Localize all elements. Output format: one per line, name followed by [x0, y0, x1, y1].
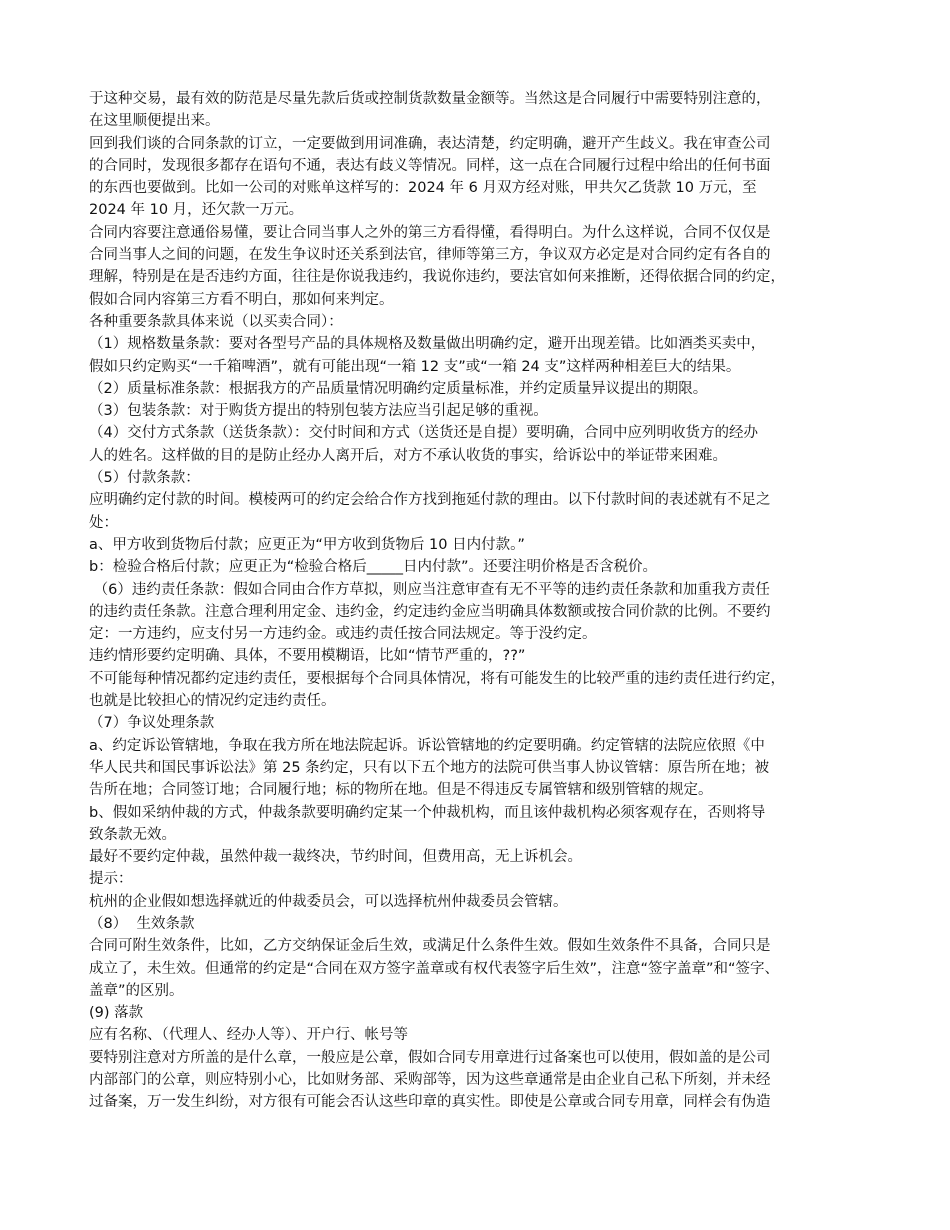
text-line: 于这种交易，最有效的防范是尽量先款后货或控制货款数量金额等。当然这是合同履行中需要特别注意的，	[89, 91, 771, 107]
text-line: a、甲方收到货物后付款；应更正为“甲方收到货物后 10 日内付款。”	[89, 536, 525, 553]
text-line: 定：一方违约，应支付另一方违约金。或违约责任按合同法规定。等于没约定。	[89, 626, 597, 643]
text-line: （4）交付方式条款（送货条款）：交付时间和方式（送货还是自提）要明确，合同中应列明收货方的经办	[89, 425, 758, 442]
text-line: 致条款无效。	[89, 826, 176, 843]
text-line: b、假如采纳仲裁的方式，仲裁条款要明确约定某一个仲裁机构，而且该仲裁机构必须客观存在，否则将导	[89, 804, 766, 821]
text-line: 合同内容要注意通俗易懂，要让合同当事人之外的第三方看得懂，看得明白。为什么这样说，合同不仅仅是	[89, 224, 771, 241]
text-line: 要特别注意对方所盖的是什么章，一般应是公章，假如合同专用章进行过备案也可以使用，假如盖的是公司	[89, 1049, 771, 1066]
text-line: 不可能每种情况都约定违约责任，要根据每个合同具体情况，将有可能发生的比较严重的违约责任进行约定，	[89, 670, 785, 687]
text-line: 最好不要约定仲裁，虽然仲裁一裁终决，节约时间，但费用高，无上诉机会。	[89, 849, 582, 866]
text-line: （3）包装条款：对于购货方提出的特别包装方法应当引起足够的重视。	[89, 403, 548, 420]
text-line: 人的姓名。这样做的目的是防止经办人离开后，对方不承认收货的事实，给诉讼中的举证带来困难。	[89, 447, 727, 464]
text-line: 违约情形要约定明确、具体，不要用模糊语，比如“情节严重的，??”	[89, 648, 526, 665]
text-line: 应明确约定付款的时间。模棱两可的约定会给合作方找到拖延付款的理由。以下付款时间的表述就有不足之	[89, 492, 771, 509]
text-line: 的违约责任条款。注意合理利用定金、违约金，约定违约金应当明确具体数额或按合同价款的比例。不要约	[89, 603, 771, 620]
text-line: 盖章”的区别。	[89, 982, 184, 999]
text-line: b：检验合格后付款；应更正为“检验合格后_____日内付款”。还要注明价格是否含税价。	[89, 559, 657, 576]
text-line: (9) 落款	[89, 1005, 144, 1022]
text-line: 合同当事人之间的问题，在发生争议时还关系到法官，律师等第三方，争议双方必定是对合同约定有各自的	[89, 247, 771, 264]
text-line: 提示：	[89, 871, 133, 888]
text-line: 在这里顺便提出来。	[89, 113, 220, 130]
text-line: （1）规格数量条款：要对各型号产品的具体规格及数量做出明确约定，避开出现差错。比如酒类买卖中，	[89, 336, 766, 353]
text-line: 2024 年 10 月，还欠款一万元。	[89, 202, 304, 219]
text-line: 华人民共和国民事诉讼法》第 25 条约定，只有以下五个地方的法院可供当事人协议管辖：原告所在地；被	[89, 759, 770, 776]
text-line: 合同可附生效条件，比如，乙方交纳保证金后生效，或满足什么条件生效。假如生效条件不具备，合同只是	[89, 938, 771, 955]
text-line: 也就是比较担心的情况约定违约责任。	[89, 693, 336, 710]
text-line: 回到我们谈的合同条款的订立，一定要做到用词准确，表达清楚，约定明确，避开产生歧义。我在审查公司	[89, 135, 771, 152]
text-line: 应有名称、（代理人、经办人等）、开户行、帐号等	[89, 1027, 408, 1044]
text-line: 成立了，未生效。但通常的约定是“合同在双方签字盖章或有权代表签字后生效”，注意“签字盖章”和“签字、	[89, 960, 780, 977]
text-line: （2）质量标准条款：根据我方的产品质量情况明确约定质量标准，并约定质量异议提出的期限。	[89, 380, 708, 397]
text-line: 处：	[89, 514, 118, 531]
text-line: （6）违约责任条款：假如合同由合作方草拟，则应当注意审查有无不平等的违约责任条款和加重我方责任	[89, 581, 770, 598]
text-line: 假如合同内容第三方看不明白，那如何来判定。	[89, 291, 394, 308]
text-line: 内部部门的公章，则应特别小心，比如财务部、采购部等，因为这些章通常是由企业自己私下所刻，并未经	[89, 1072, 771, 1089]
text-line: a、约定诉讼管辖地，争取在我方所在地法院起诉。诉讼管辖地的约定要明确。约定管辖的法院应依照《中	[89, 737, 765, 754]
text-line: 假如只约定购买“一千箱啤酒”，就有可能出现“一箱 12 支”或“一箱 24 支”这样两种相差巨大的结果。	[89, 358, 741, 375]
text-line: 的合同时，发现很多都存在语句不通，表达有歧义等情况。同样，这一点在合同履行过程中给出的任何书面	[89, 157, 771, 174]
text-line: 告所在地；合同签订地；合同履行地；标的物所在地。但是不得违反专属管辖和级别管辖的规定。	[89, 782, 713, 799]
document-body	[89, 88, 865, 1114]
text-line: 的东西也要做到。比如一公司的对账单这样写的：2024 年 6 月双方经对账，甲共欠乙货款 10 万元，至	[89, 180, 757, 197]
text-line: 各种重要条款具体来说（以买卖合同）：	[89, 313, 343, 330]
text-line: （5）付款条款：	[89, 470, 200, 487]
text-line: （7）争议处理条款	[89, 715, 215, 732]
text-line: 过备案，万一发生纠纷，对方很有可能会否认这些印章的真实性。即使是公章或合同专用章，同样会有伪造	[89, 1094, 771, 1111]
text-line: 理解，特别是在是否违约方面，往往是你说我违约，我说你违约，要法官如何来推断，还得依据合同的约定，	[89, 269, 785, 286]
text-line: （8） 生效条款	[89, 915, 195, 932]
text-line: 杭州的企业假如想选择就近的仲裁委员会，可以选择杭州仲裁委员会管辖。	[89, 893, 568, 910]
